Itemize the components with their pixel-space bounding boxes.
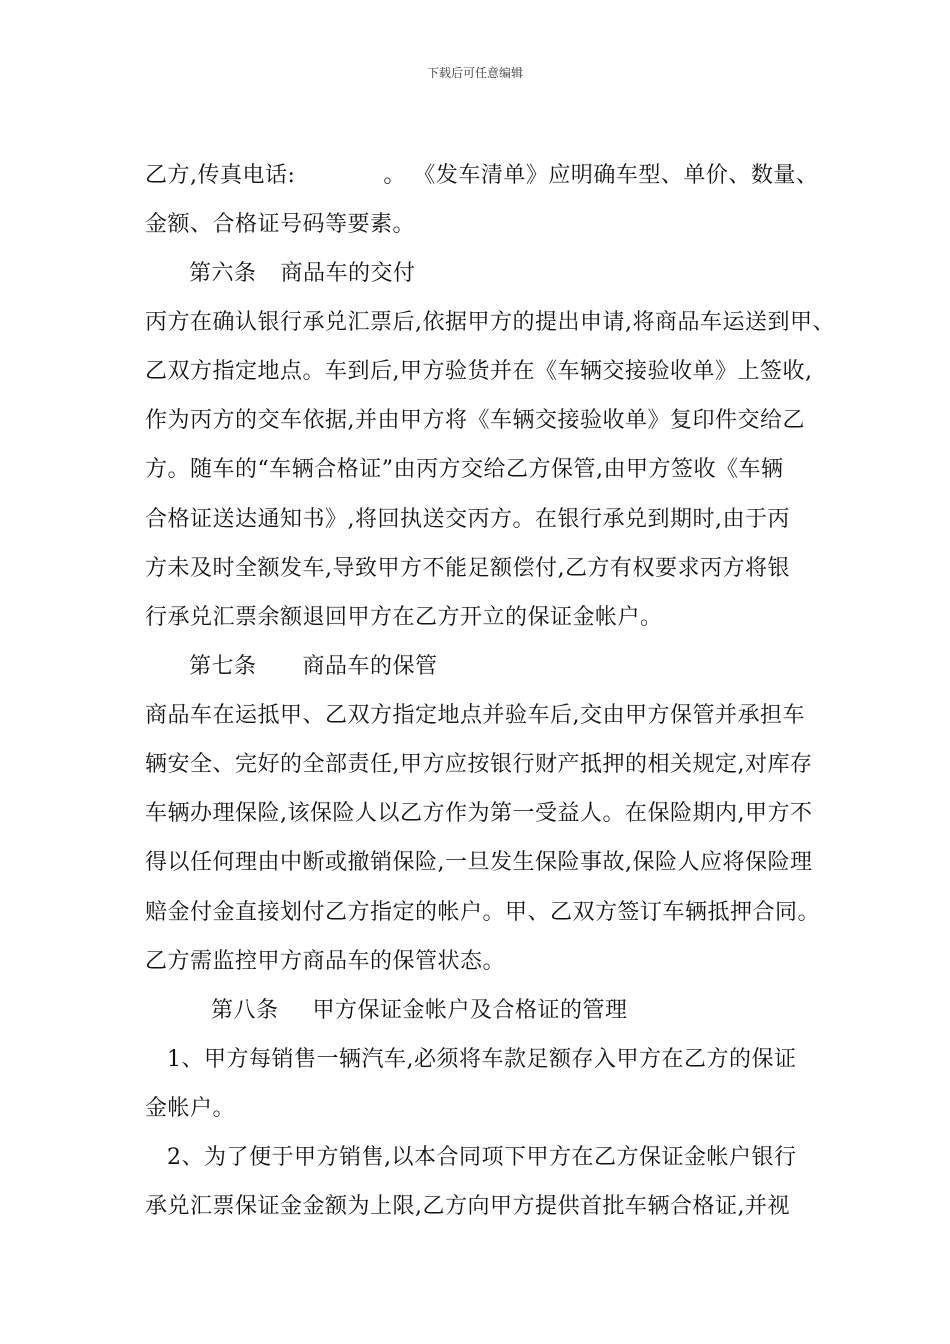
article-number: 第六条 xyxy=(189,261,257,286)
paragraph-line: 商品车在运抵甲、乙双方指定地点并验车后,交由甲方保管并承担车 xyxy=(145,703,805,728)
page-header: 下载后可任意编辑 xyxy=(426,66,523,80)
paragraph-line: 行承兑汇票余额退回甲方在乙方开立的保证金帐户。 xyxy=(145,605,663,630)
article-7-heading xyxy=(189,652,438,682)
paragraph-line: 丙方在确认银行承兑汇票后,依据甲方的提出申请,将商品车运送到甲、 xyxy=(145,310,835,335)
paragraph-line: 金额、合格证号码等要素。 xyxy=(145,212,416,237)
article-title: 甲方保证金帐户及合格证的管理 xyxy=(312,998,628,1023)
article-number: 第七条 xyxy=(189,654,257,679)
article-title: 商品车的保管 xyxy=(302,654,438,679)
paragraph-line: 1、甲方每销售一辆汽车,必须将车款足额存入甲方在乙方的保证 xyxy=(167,1047,797,1072)
paragraph-line: 方。随车的“车辆合格证”由丙方交给乙方保管,由甲方签收《车辆 xyxy=(145,457,784,482)
article-number: 第八条 xyxy=(211,998,279,1023)
paragraph-line: 承兑汇票保证金金额为上限,乙方向甲方提供首批车辆合格证,并视 xyxy=(145,1194,790,1219)
dispatch-list-text: 。 《发车清单》应明确车型、单价、数量、 xyxy=(383,163,819,188)
paragraph-line xyxy=(145,161,818,191)
article-title: 商品车的交付 xyxy=(280,261,416,286)
paragraph-line: 辆安全、完好的全部责任,甲方应按银行财产抵押的相关规定,对库存 xyxy=(145,752,813,777)
paragraph-line: 作为丙方的交车依据,并由甲方将《车辆交接验收单》复印件交给乙 xyxy=(145,408,805,433)
paragraph-line: 乙方需监控甲方商品车的保管状态。 xyxy=(145,949,506,974)
article-8-heading xyxy=(211,996,628,1026)
paragraph-line: 2、为了便于甲方销售,以本合同项下甲方在乙方保证金帐户银行 xyxy=(167,1145,797,1170)
paragraph-line: 方未及时全额发车,导致甲方不能足额偿付,乙方有权要求丙方将银 xyxy=(145,556,790,581)
article-6-heading xyxy=(189,259,416,289)
paragraph-line: 得以任何理由中断或撤销保险,一旦发生保险事故,保险人应将保险理 xyxy=(145,850,813,875)
paragraph-line: 乙双方指定地点。车到后,甲方验货并在《车辆交接验收单》上签收, xyxy=(145,359,813,384)
paragraph-line: 赔金付金直接划付乙方指定的帐户。甲、乙双方签订车辆抵押合同。 xyxy=(145,900,821,925)
paragraph-line: 金帐户。 xyxy=(145,1096,236,1121)
paragraph-line: 合格证送达通知书》,将回执送交丙方。在银行承兑到期时,由于丙 xyxy=(145,507,790,532)
paragraph-line: 车辆办理保险,该保险人以乙方作为第一受益人。在保险期内,甲方不 xyxy=(145,801,813,826)
fax-label: 乙方,传真电话: xyxy=(145,163,296,188)
